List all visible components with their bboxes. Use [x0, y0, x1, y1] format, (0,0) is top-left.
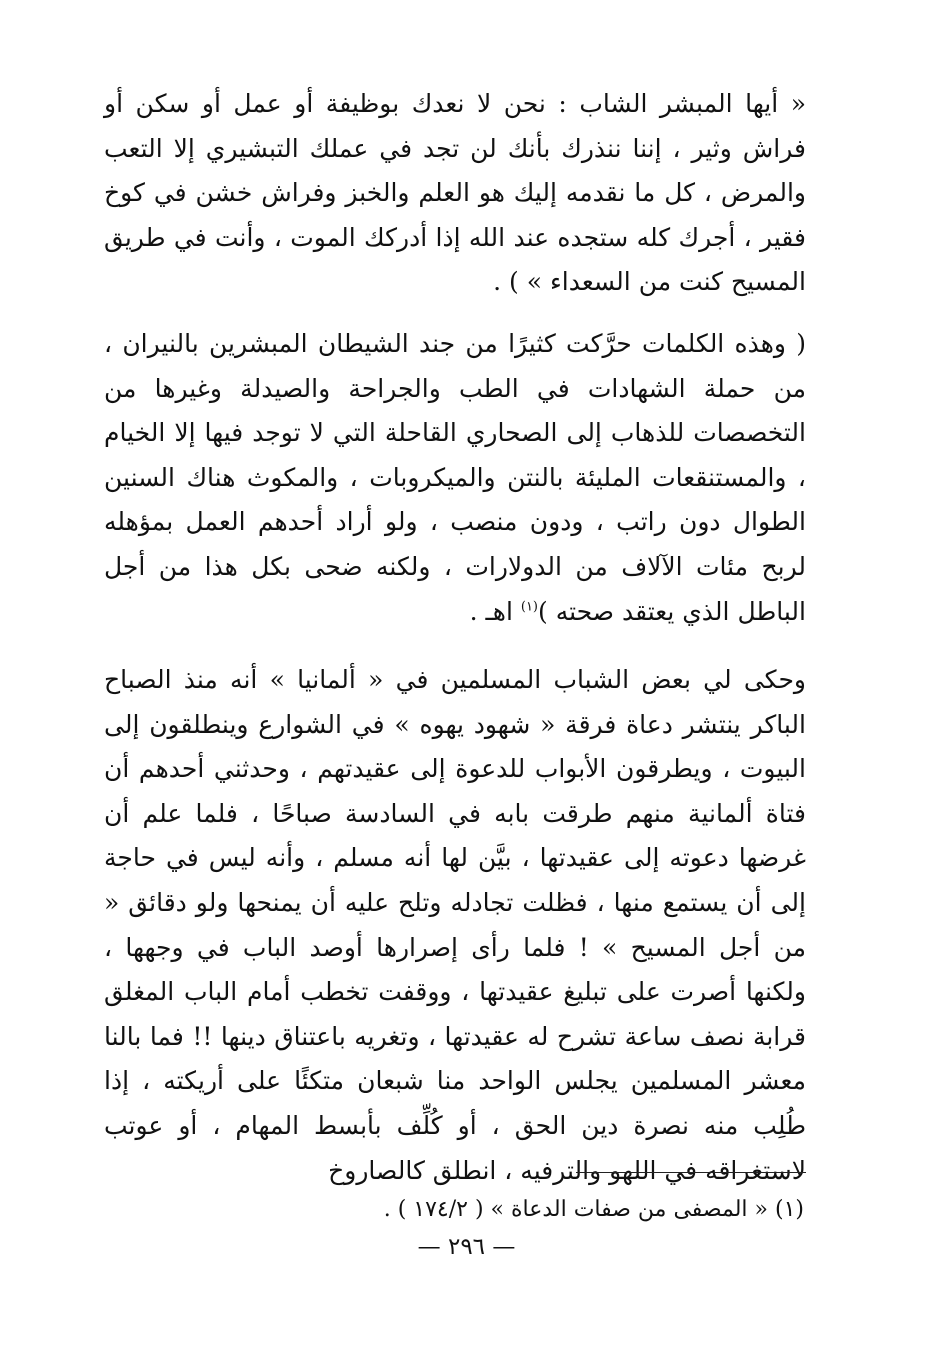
commentary-paragraph [104, 322, 806, 634]
paragraph-main-text: ( وهذه الكلمات حرَّكت كثيرًا من جند الشيطان المبشرين بالنيران ، من حملة الشهادات في الطب والجراحة والصيدلة وغيرها من التخصصات للذهاب إلى الصحاري القاحلة التي لا توجد فيها إلا الخيام ، والمستنقعات المليئة بالنتن والميكروبات ، والمكوث هناك السنين الطوال دون راتب ، ودون منصب ، ولو أراد أحدهم العمل بمؤهله لربح مئات الآلاف من الدولارات ، ولكنه ضحى بكل هذا من أجل الباطل الذي يعتقد صحته ) [104, 329, 807, 626]
paragraph-text: وحكى لي بعض الشباب المسلمين في « ألمانيا » أنه منذ الصباح الباكر ينتشر دعاة فرقة « شهود يهوه » في الشوارع وينطلقون إلى البيوت ، ويطرقون الأبواب للدعوة إلى عقيدتهم ، وحدثني أحدهم أن فتاة ألمانية منهم طرقت بابه في السادسة صباحًا ، فلما علم أن غرضها دعوته إلى عقيدتها ، بيَّن لها أنه مسلم ، وأنه ليس في حاجة إلى أن يستمع منها ، فظلت تجادله وتلح عليه أن يمنحها ولو دقائق « من أجل المسيح » ! فلما رأى إصرارها أوصد الباب في وجهها ، ولكنها أصرت على تبليغ عقيدتها ، ووقفت تخطب أمام الباب المغلق قرابة نصف ساعة تشرح له عقيدتها ، وتغريه باعتناق دينها !! فما بالنا معشر المسلمين يجلس الواحد منا شبعان متكئًا على أريكته ، إذا طُلِب منه نصرة دين الحق ، أو كُلِّف بأبسط المهام ، أو عوتب لاستغراقه في اللهو والترفيه ، انطلق كالصاروخ [104, 665, 807, 1185]
anecdote-paragraph [104, 658, 806, 1193]
paragraph-text [104, 322, 806, 634]
quote-paragraph [104, 82, 806, 305]
footnote-reference[interactable]: (١) [520, 599, 538, 615]
footnote: (١) « المصفى من صفات الدعاة » ( ١٧٤/٢ ) . [383, 1197, 804, 1222]
paragraph-tail-text: اهـ . [469, 596, 521, 626]
page-number: — ٢٩٦ — [417, 1234, 516, 1260]
footnote-separator [576, 1172, 806, 1173]
paragraph-text: « أيها المبشر الشاب : نحن لا نعدك بوظيفة أو عمل أو سكن أو فراش وثير ، إننا ننذرك بأنك لن تجد في عملك التبشيري إلا التعب والمرض ، كل ما نقدمه إليك هو العلم والخبز وفراش خشن في كوخ فقير ، أجرك كله ستجده عند الله إذا أدركك الموت ، وأنت في طريق المسيح كنت من السعداء » ) . [104, 89, 806, 297]
